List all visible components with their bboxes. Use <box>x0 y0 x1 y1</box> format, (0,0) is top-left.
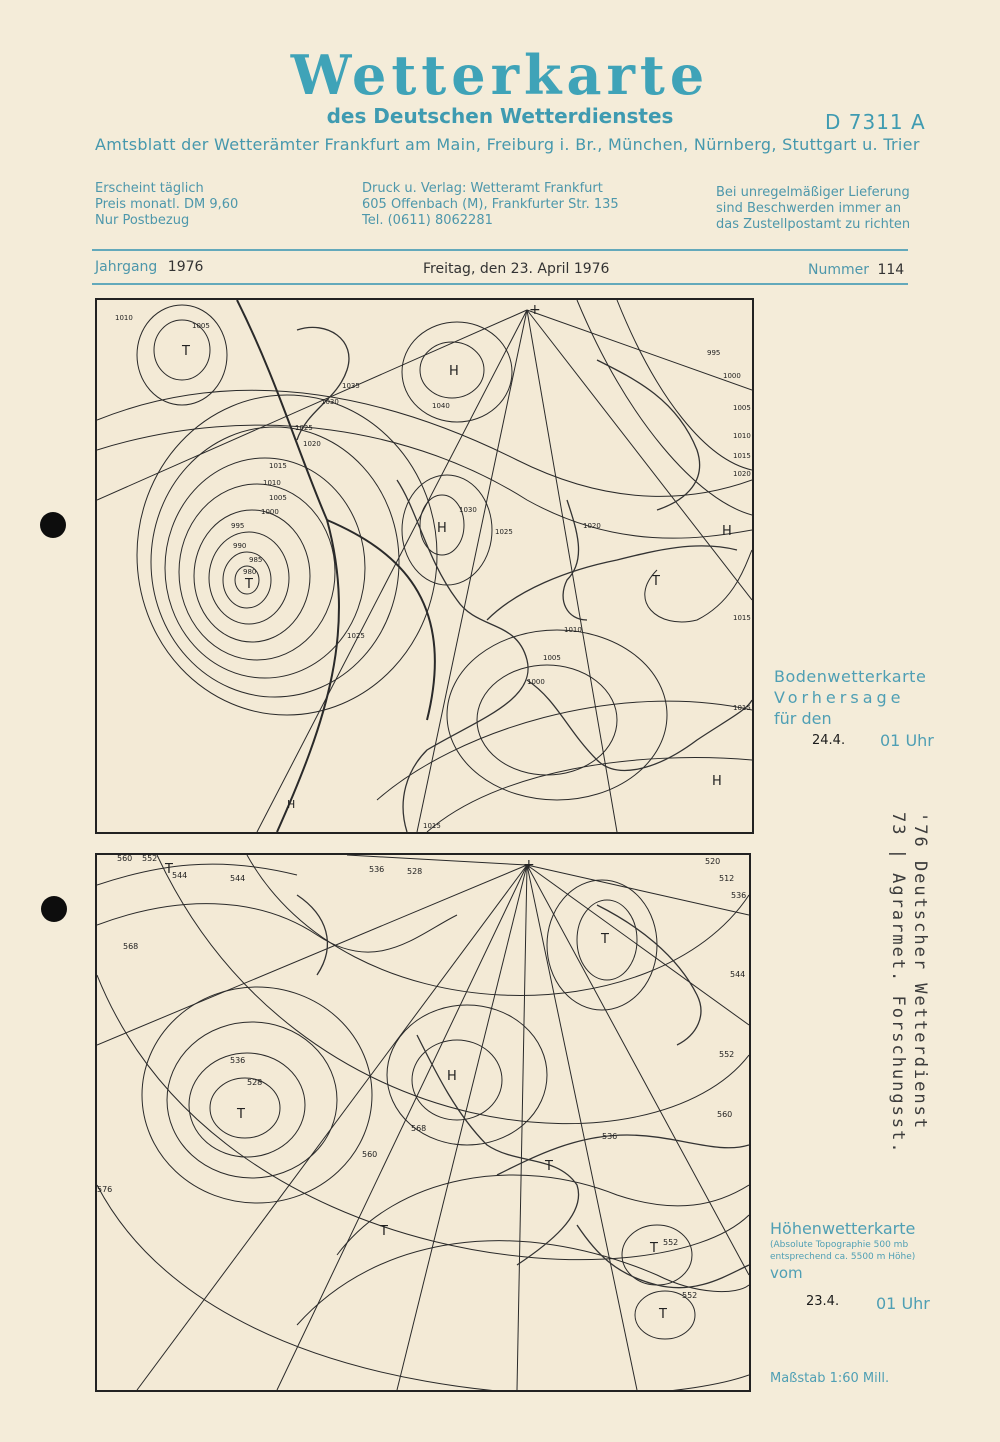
info-right <box>716 185 910 233</box>
contour-label: 552 <box>682 1291 698 1300</box>
info-right-line: sind Beschwerden immer an <box>716 201 902 216</box>
surface-center-label: H <box>712 774 722 789</box>
contour-label: 512 <box>719 874 735 883</box>
contour-label: 560 <box>117 855 133 863</box>
jahrgang <box>95 259 203 275</box>
contour-label: 528 <box>407 867 423 876</box>
isobar-label: 995 <box>231 522 245 530</box>
upper-air-map <box>95 853 751 1392</box>
isobar-label: 1015 <box>269 462 287 470</box>
upper-map-time: 01 Uhr <box>876 1294 930 1313</box>
info-center-line: Tel. (0611) 8062281 <box>362 213 493 228</box>
surface-center-label: H <box>437 521 447 536</box>
page-title: Wetterkarte <box>290 43 710 107</box>
surface-weather-map <box>95 298 754 834</box>
upper-center-label: H <box>447 1069 457 1084</box>
contour-label: 536 <box>731 891 747 900</box>
isobar-label: 995 <box>707 349 721 357</box>
contour-label: 552 <box>142 855 158 863</box>
pole-marker: + <box>529 302 541 318</box>
isobar-label: 1015 <box>423 822 441 830</box>
isobar-label: 1015 <box>733 452 751 460</box>
surface-center-label: T <box>245 577 253 592</box>
isobar-label: 1010 <box>263 479 281 487</box>
contour-label: 560 <box>717 1110 733 1119</box>
upper-caption-title: Höhenwetterkarte <box>770 1219 916 1238</box>
nummer-value: 114 <box>877 262 905 278</box>
upper-caption-detail: (Absolute Topographie 500 mb <box>770 1240 909 1250</box>
punch-hole-bottom <box>41 896 67 922</box>
surface-map-date: 24.4. <box>812 733 846 748</box>
isobar-label: 1005 <box>269 494 287 502</box>
surface-map-time: 01 Uhr <box>880 731 934 750</box>
surface-caption-forecast: Vorhersage <box>774 688 905 707</box>
upper-map-drawing <box>97 855 749 1390</box>
amtsblatt-line: Amtsblatt der Wetterämter Frankfurt am Main, Freiburg i. Br., München, Nürnberg, Stuttgart u. Trier <box>95 135 920 154</box>
upper-map-date: 23.4. <box>806 1294 840 1309</box>
info-center-line: Druck u. Verlag: Wetteramt Frankfurt <box>362 181 603 196</box>
isobar-label: 1025 <box>495 528 513 536</box>
contour-label: 576 <box>97 1185 113 1194</box>
info-right-line: Bei unregelmäßiger Lieferung <box>716 185 910 200</box>
upper-center-label: T <box>601 932 609 947</box>
surface-center-label: H <box>722 524 732 539</box>
info-right-line: das Zustellpostamt zu richten <box>716 217 911 232</box>
pole-marker: + <box>523 857 535 873</box>
isobar-label: 1010 <box>733 432 751 440</box>
contour-label: 568 <box>411 1124 427 1133</box>
surface-map-caption <box>774 666 926 729</box>
isobar-label: 1000 <box>261 508 279 516</box>
contour-label: 568 <box>123 942 139 951</box>
isobar-label: 1005 <box>733 404 751 412</box>
isobar-label: 1040 <box>432 402 450 410</box>
contour-label: 528 <box>247 1078 263 1087</box>
surface-center-label: T <box>652 574 660 589</box>
contour-label: 536 <box>369 865 385 874</box>
surface-center-label: H <box>287 798 296 811</box>
isobar-label: 1000 <box>723 372 741 380</box>
contour-label: 520 <box>705 857 721 866</box>
info-left <box>95 181 238 229</box>
isobar-label: 1005 <box>192 322 210 330</box>
info-left-line: Preis monatl. DM 9,60 <box>95 197 239 212</box>
isobar-label: 1025 <box>347 632 365 640</box>
upper-center-label: T <box>165 862 173 877</box>
publication-code: D 7311 A <box>825 110 926 134</box>
upper-center-label: T <box>545 1159 553 1174</box>
divider-bottom <box>92 283 908 285</box>
upper-center-label: T <box>650 1241 658 1256</box>
surface-caption-for: für den <box>774 709 832 728</box>
isobar-label: 1030 <box>459 506 477 514</box>
isobar-label: 1035 <box>342 382 360 390</box>
isobar-label: 980 <box>243 568 257 576</box>
punch-hole-top <box>40 512 66 538</box>
nummer <box>808 262 904 278</box>
surface-map-drawing <box>97 300 752 832</box>
surface-caption-title: Bodenwetterkarte <box>774 667 927 686</box>
isobar-label: 1030 <box>321 398 339 406</box>
issue-date: Freitag, den 23. April 1976 <box>423 261 610 277</box>
surface-center-label: H <box>449 364 459 379</box>
isobar-label: 1015 <box>733 614 751 622</box>
upper-center-label: T <box>237 1107 245 1122</box>
isobar-label: 1005 <box>543 654 561 662</box>
isobar-label: 985 <box>249 556 263 564</box>
contour-label: 544 <box>172 871 188 880</box>
isobar-label: 1020 <box>303 440 321 448</box>
divider-top <box>92 249 908 251</box>
upper-caption-from: vom <box>770 1264 803 1282</box>
upper-center-label: T <box>659 1307 667 1322</box>
contour-label: 544 <box>230 874 246 883</box>
jahrgang-label: Jahrgang <box>95 259 158 275</box>
nummer-label: Nummer <box>808 262 869 278</box>
contour-label: 536 <box>230 1056 246 1065</box>
contour-label: 552 <box>719 1050 735 1059</box>
info-left-line: Erscheint täglich <box>95 181 204 196</box>
isobar-label: 990 <box>233 542 247 550</box>
isobar-label: 1025 <box>295 424 313 432</box>
map-scale: Maßstab 1:60 Mill. <box>770 1371 890 1386</box>
archive-stamp-line2: '76 Deutscher Wetterdienst <box>910 812 930 1131</box>
isobar-label: 1010 <box>564 626 582 634</box>
isobar-label: 1010 <box>115 314 133 322</box>
info-center-line: 605 Offenbach (M), Frankfurter Str. 135 <box>362 197 619 212</box>
isobar-label: 1020 <box>733 470 751 478</box>
isobar-label: 1000 <box>527 678 545 686</box>
upper-caption-detail: entsprechend ca. 5500 m Höhe) <box>770 1252 916 1262</box>
jahrgang-value: 1976 <box>167 259 204 275</box>
info-center <box>362 181 619 229</box>
upper-center-label: T <box>380 1224 388 1239</box>
info-left-line: Nur Postbezug <box>95 213 190 228</box>
contour-label: 552 <box>663 1238 679 1247</box>
contour-label: 544 <box>730 970 746 979</box>
page-subtitle: des Deutschen Wetterdienstes <box>326 104 674 128</box>
contour-label: 536 <box>602 1132 618 1141</box>
isobar-label: 1015 <box>733 704 751 712</box>
surface-center-label: T <box>182 344 190 359</box>
contour-label: 560 <box>362 1150 378 1159</box>
archive-stamp-line1: 73 | Agrarmet. Forschungsst. <box>888 812 908 1155</box>
isobar-label: 1020 <box>583 522 601 530</box>
